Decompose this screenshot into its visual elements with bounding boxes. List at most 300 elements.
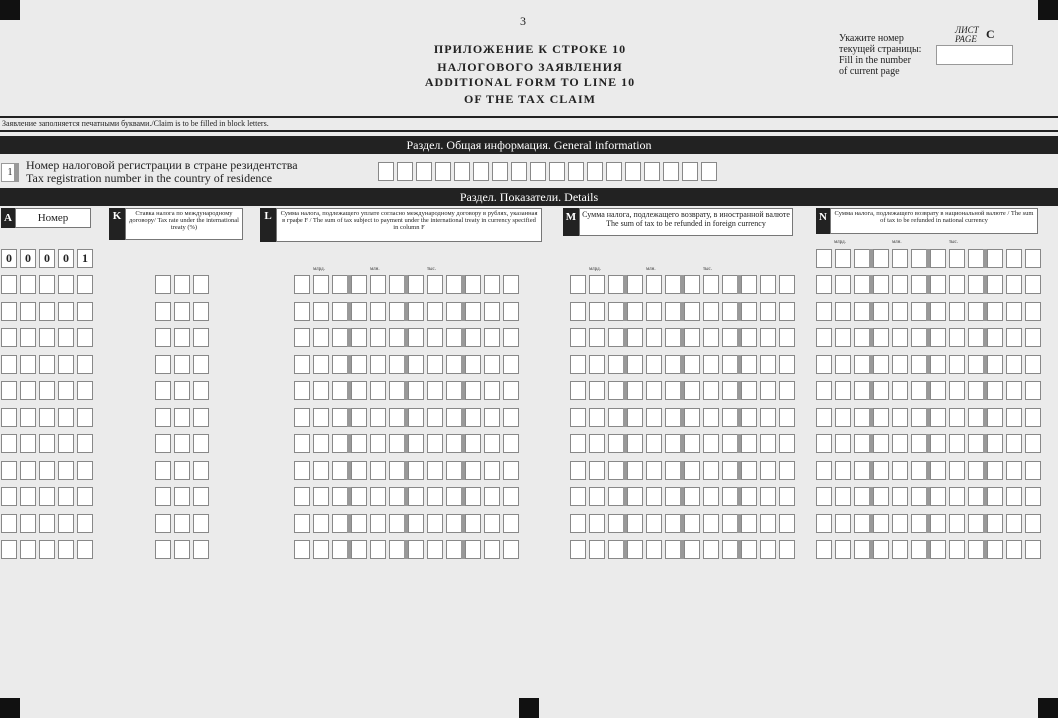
column-m-digit-cell[interactable]: [703, 408, 719, 427]
column-n-digit-cell[interactable]: [873, 434, 889, 453]
column-l-digit-cell[interactable]: [313, 408, 329, 427]
column-n-digit-cell[interactable]: [854, 355, 870, 374]
column-n-digit-cell[interactable]: [930, 514, 946, 533]
column-n-digit-cell[interactable]: [1025, 249, 1041, 268]
column-l-digit-cell[interactable]: [351, 275, 367, 294]
column-m-digit-cell[interactable]: [589, 408, 605, 427]
column-m-digit-cell[interactable]: [722, 355, 738, 374]
column-l-digit-cell[interactable]: [503, 328, 519, 347]
column-n-digit-cell[interactable]: [873, 328, 889, 347]
row-number-cell[interactable]: [1, 381, 17, 400]
column-l-digit-cell[interactable]: [351, 461, 367, 480]
row-number-digit[interactable]: 0: [1, 249, 17, 268]
row-number-digit[interactable]: 1: [77, 249, 93, 268]
column-n-digit-cell[interactable]: [835, 275, 851, 294]
column-l-digit-cell[interactable]: [389, 328, 405, 347]
column-m-digit-cell[interactable]: [703, 434, 719, 453]
column-l-digit-cell[interactable]: [313, 355, 329, 374]
column-m-digit-cell[interactable]: [608, 355, 624, 374]
column-n-digit-cell[interactable]: [968, 302, 984, 321]
column-m-digit-cell[interactable]: [779, 408, 795, 427]
column-l-digit-cell[interactable]: [408, 540, 424, 559]
column-m-digit-cell[interactable]: [684, 381, 700, 400]
column-n-digit-cell[interactable]: [816, 328, 832, 347]
row-number-cell[interactable]: [77, 461, 93, 480]
column-k-digit-cell[interactable]: [155, 328, 171, 347]
column-m-digit-cell[interactable]: [684, 461, 700, 480]
column-l-digit-cell[interactable]: [484, 381, 500, 400]
column-l-digit-cell[interactable]: [313, 540, 329, 559]
column-m-digit-cell[interactable]: [722, 487, 738, 506]
column-n-digit-cell[interactable]: [968, 381, 984, 400]
column-m-digit-cell[interactable]: [760, 540, 776, 559]
column-n-digit-cell[interactable]: [892, 249, 908, 268]
column-m-digit-cell[interactable]: [741, 514, 757, 533]
column-n-digit-cell[interactable]: [911, 355, 927, 374]
column-n-digit-cell[interactable]: [968, 249, 984, 268]
column-l-digit-cell[interactable]: [294, 461, 310, 480]
column-m-digit-cell[interactable]: [760, 408, 776, 427]
row-number-cell[interactable]: [58, 461, 74, 480]
tax-reg-digit-cell[interactable]: [549, 162, 565, 181]
tax-reg-digit-cell[interactable]: [587, 162, 603, 181]
column-k-digit-cell[interactable]: [193, 381, 209, 400]
column-n-digit-cell[interactable]: [968, 461, 984, 480]
column-k-digit-cell[interactable]: [174, 381, 190, 400]
column-k-digit-cell[interactable]: [174, 461, 190, 480]
column-m-digit-cell[interactable]: [703, 381, 719, 400]
column-l-digit-cell[interactable]: [465, 275, 481, 294]
column-l-digit-cell[interactable]: [446, 355, 462, 374]
column-n-digit-cell[interactable]: [1025, 461, 1041, 480]
column-n-digit-cell[interactable]: [930, 275, 946, 294]
tax-reg-digit-cell[interactable]: [378, 162, 394, 181]
column-l-digit-cell[interactable]: [294, 328, 310, 347]
column-l-digit-cell[interactable]: [313, 275, 329, 294]
column-k-digit-cell[interactable]: [174, 408, 190, 427]
column-n-digit-cell[interactable]: [911, 275, 927, 294]
column-n-digit-cell[interactable]: [1006, 328, 1022, 347]
column-l-digit-cell[interactable]: [427, 514, 443, 533]
row-number-cell[interactable]: [77, 275, 93, 294]
column-m-digit-cell[interactable]: [722, 408, 738, 427]
column-l-digit-cell[interactable]: [484, 328, 500, 347]
column-n-digit-cell[interactable]: [892, 381, 908, 400]
column-m-digit-cell[interactable]: [589, 514, 605, 533]
tax-reg-digit-cell[interactable]: [701, 162, 717, 181]
column-l-digit-cell[interactable]: [370, 408, 386, 427]
column-n-digit-cell[interactable]: [873, 355, 889, 374]
column-m-digit-cell[interactable]: [665, 408, 681, 427]
column-l-digit-cell[interactable]: [446, 302, 462, 321]
column-l-digit-cell[interactable]: [408, 355, 424, 374]
column-l-digit-cell[interactable]: [351, 328, 367, 347]
column-m-digit-cell[interactable]: [608, 408, 624, 427]
column-l-digit-cell[interactable]: [465, 328, 481, 347]
column-k-digit-cell[interactable]: [193, 434, 209, 453]
column-k-digit-cell[interactable]: [193, 275, 209, 294]
column-l-digit-cell[interactable]: [370, 381, 386, 400]
column-l-digit-cell[interactable]: [351, 434, 367, 453]
column-l-digit-cell[interactable]: [503, 275, 519, 294]
column-l-digit-cell[interactable]: [503, 302, 519, 321]
column-l-digit-cell[interactable]: [351, 487, 367, 506]
column-m-digit-cell[interactable]: [608, 302, 624, 321]
tax-reg-digit-cell[interactable]: [682, 162, 698, 181]
column-l-digit-cell[interactable]: [332, 487, 348, 506]
column-m-digit-cell[interactable]: [608, 275, 624, 294]
column-l-digit-cell[interactable]: [503, 381, 519, 400]
column-m-digit-cell[interactable]: [760, 381, 776, 400]
column-m-digit-cell[interactable]: [741, 461, 757, 480]
row-number-cell[interactable]: [77, 540, 93, 559]
column-n-digit-cell[interactable]: [816, 249, 832, 268]
column-n-digit-cell[interactable]: [835, 249, 851, 268]
column-n-digit-cell[interactable]: [1006, 540, 1022, 559]
column-l-digit-cell[interactable]: [465, 408, 481, 427]
column-n-digit-cell[interactable]: [835, 514, 851, 533]
column-n-digit-cell[interactable]: [1025, 328, 1041, 347]
column-l-digit-cell[interactable]: [332, 434, 348, 453]
column-n-digit-cell[interactable]: [1025, 540, 1041, 559]
column-n-digit-cell[interactable]: [949, 514, 965, 533]
column-m-digit-cell[interactable]: [760, 302, 776, 321]
column-m-digit-cell[interactable]: [779, 328, 795, 347]
row-number-cell[interactable]: [58, 275, 74, 294]
tax-reg-digit-cell[interactable]: [492, 162, 508, 181]
column-n-digit-cell[interactable]: [873, 514, 889, 533]
column-k-digit-cell[interactable]: [193, 461, 209, 480]
row-number-cell[interactable]: [58, 408, 74, 427]
column-m-digit-cell[interactable]: [779, 302, 795, 321]
column-l-digit-cell[interactable]: [389, 487, 405, 506]
column-k-digit-cell[interactable]: [155, 514, 171, 533]
column-l-digit-cell[interactable]: [332, 381, 348, 400]
column-n-digit-cell[interactable]: [835, 487, 851, 506]
column-m-digit-cell[interactable]: [627, 514, 643, 533]
column-n-digit-cell[interactable]: [816, 381, 832, 400]
column-l-digit-cell[interactable]: [408, 328, 424, 347]
column-l-digit-cell[interactable]: [332, 514, 348, 533]
column-l-digit-cell[interactable]: [427, 408, 443, 427]
column-m-digit-cell[interactable]: [722, 434, 738, 453]
column-m-digit-cell[interactable]: [741, 381, 757, 400]
column-l-digit-cell[interactable]: [313, 487, 329, 506]
column-m-digit-cell[interactable]: [570, 408, 586, 427]
column-m-digit-cell[interactable]: [741, 355, 757, 374]
column-n-digit-cell[interactable]: [835, 381, 851, 400]
column-l-digit-cell[interactable]: [427, 487, 443, 506]
column-n-digit-cell[interactable]: [930, 461, 946, 480]
column-n-digit-cell[interactable]: [854, 461, 870, 480]
column-m-digit-cell[interactable]: [779, 487, 795, 506]
column-n-digit-cell[interactable]: [892, 434, 908, 453]
column-l-digit-cell[interactable]: [484, 487, 500, 506]
column-l-digit-cell[interactable]: [484, 302, 500, 321]
row-number-cell[interactable]: [77, 434, 93, 453]
column-n-digit-cell[interactable]: [987, 249, 1003, 268]
column-n-digit-cell[interactable]: [892, 328, 908, 347]
column-l-digit-cell[interactable]: [389, 514, 405, 533]
column-n-digit-cell[interactable]: [854, 302, 870, 321]
column-m-digit-cell[interactable]: [684, 302, 700, 321]
column-l-digit-cell[interactable]: [446, 275, 462, 294]
column-k-digit-cell[interactable]: [193, 540, 209, 559]
tax-reg-digit-cell[interactable]: [530, 162, 546, 181]
column-n-digit-cell[interactable]: [987, 355, 1003, 374]
row-number-cell[interactable]: [39, 328, 55, 347]
column-n-digit-cell[interactable]: [873, 487, 889, 506]
column-l-digit-cell[interactable]: [332, 275, 348, 294]
column-l-digit-cell[interactable]: [446, 514, 462, 533]
column-m-digit-cell[interactable]: [760, 275, 776, 294]
column-l-digit-cell[interactable]: [503, 540, 519, 559]
column-m-digit-cell[interactable]: [703, 540, 719, 559]
column-n-digit-cell[interactable]: [911, 434, 927, 453]
column-n-digit-cell[interactable]: [949, 540, 965, 559]
column-m-digit-cell[interactable]: [665, 540, 681, 559]
row-number-cell[interactable]: [39, 487, 55, 506]
column-m-digit-cell[interactable]: [684, 540, 700, 559]
column-m-digit-cell[interactable]: [684, 434, 700, 453]
column-n-digit-cell[interactable]: [835, 302, 851, 321]
column-n-digit-cell[interactable]: [1006, 381, 1022, 400]
column-l-digit-cell[interactable]: [389, 408, 405, 427]
column-l-digit-cell[interactable]: [408, 514, 424, 533]
column-m-digit-cell[interactable]: [570, 487, 586, 506]
column-m-digit-cell[interactable]: [760, 514, 776, 533]
column-m-digit-cell[interactable]: [684, 328, 700, 347]
column-n-digit-cell[interactable]: [892, 408, 908, 427]
column-n-digit-cell[interactable]: [949, 355, 965, 374]
column-n-digit-cell[interactable]: [930, 540, 946, 559]
column-l-digit-cell[interactable]: [408, 408, 424, 427]
column-k-digit-cell[interactable]: [193, 487, 209, 506]
row-number-cell[interactable]: [58, 381, 74, 400]
column-n-digit-cell[interactable]: [930, 381, 946, 400]
column-n-digit-cell[interactable]: [816, 514, 832, 533]
column-l-digit-cell[interactable]: [294, 302, 310, 321]
column-m-digit-cell[interactable]: [703, 487, 719, 506]
column-m-digit-cell[interactable]: [589, 540, 605, 559]
column-m-digit-cell[interactable]: [779, 514, 795, 533]
column-n-digit-cell[interactable]: [1006, 487, 1022, 506]
column-n-digit-cell[interactable]: [911, 514, 927, 533]
column-l-digit-cell[interactable]: [503, 461, 519, 480]
column-k-digit-cell[interactable]: [193, 408, 209, 427]
column-l-digit-cell[interactable]: [389, 355, 405, 374]
column-m-digit-cell[interactable]: [589, 328, 605, 347]
column-l-digit-cell[interactable]: [408, 434, 424, 453]
column-m-digit-cell[interactable]: [703, 355, 719, 374]
column-n-digit-cell[interactable]: [816, 461, 832, 480]
column-l-digit-cell[interactable]: [503, 355, 519, 374]
row-number-cell[interactable]: [20, 381, 36, 400]
column-m-digit-cell[interactable]: [570, 275, 586, 294]
column-n-digit-cell[interactable]: [1006, 302, 1022, 321]
column-m-digit-cell[interactable]: [722, 381, 738, 400]
tax-reg-digit-cell[interactable]: [644, 162, 660, 181]
column-l-digit-cell[interactable]: [332, 461, 348, 480]
column-k-digit-cell[interactable]: [155, 355, 171, 374]
column-l-digit-cell[interactable]: [313, 461, 329, 480]
tax-reg-digit-cell[interactable]: [473, 162, 489, 181]
column-l-digit-cell[interactable]: [294, 540, 310, 559]
column-l-digit-cell[interactable]: [351, 381, 367, 400]
column-m-digit-cell[interactable]: [722, 302, 738, 321]
column-m-digit-cell[interactable]: [741, 328, 757, 347]
row-number-cell[interactable]: [77, 302, 93, 321]
column-l-digit-cell[interactable]: [313, 328, 329, 347]
column-n-digit-cell[interactable]: [835, 434, 851, 453]
row-number-cell[interactable]: [20, 434, 36, 453]
column-n-digit-cell[interactable]: [854, 275, 870, 294]
column-m-digit-cell[interactable]: [646, 408, 662, 427]
column-l-digit-cell[interactable]: [427, 434, 443, 453]
row-number-cell[interactable]: [1, 328, 17, 347]
column-m-digit-cell[interactable]: [627, 434, 643, 453]
column-n-digit-cell[interactable]: [1006, 355, 1022, 374]
column-m-digit-cell[interactable]: [665, 302, 681, 321]
column-l-digit-cell[interactable]: [427, 328, 443, 347]
row-number-cell[interactable]: [58, 434, 74, 453]
row-number-cell[interactable]: [39, 408, 55, 427]
row-number-cell[interactable]: [58, 355, 74, 374]
row-number-cell[interactable]: [20, 408, 36, 427]
column-n-digit-cell[interactable]: [930, 355, 946, 374]
column-m-digit-cell[interactable]: [589, 434, 605, 453]
column-n-digit-cell[interactable]: [854, 514, 870, 533]
column-l-digit-cell[interactable]: [427, 381, 443, 400]
column-k-digit-cell[interactable]: [174, 302, 190, 321]
row-number-cell[interactable]: [58, 328, 74, 347]
column-m-digit-cell[interactable]: [665, 381, 681, 400]
column-k-digit-cell[interactable]: [155, 275, 171, 294]
column-n-digit-cell[interactable]: [873, 275, 889, 294]
column-l-digit-cell[interactable]: [465, 434, 481, 453]
column-l-digit-cell[interactable]: [294, 381, 310, 400]
column-l-digit-cell[interactable]: [294, 487, 310, 506]
column-l-digit-cell[interactable]: [332, 328, 348, 347]
column-n-digit-cell[interactable]: [968, 408, 984, 427]
column-n-digit-cell[interactable]: [892, 355, 908, 374]
row-number-cell[interactable]: [58, 302, 74, 321]
column-n-digit-cell[interactable]: [835, 461, 851, 480]
column-m-digit-cell[interactable]: [608, 328, 624, 347]
column-n-digit-cell[interactable]: [892, 514, 908, 533]
row-number-cell[interactable]: [1, 461, 17, 480]
row-number-cell[interactable]: [20, 514, 36, 533]
row-number-cell[interactable]: [1, 434, 17, 453]
column-n-digit-cell[interactable]: [1006, 434, 1022, 453]
column-n-digit-cell[interactable]: [930, 434, 946, 453]
tax-reg-digit-cell[interactable]: [625, 162, 641, 181]
column-m-digit-cell[interactable]: [646, 328, 662, 347]
column-m-digit-cell[interactable]: [779, 381, 795, 400]
column-l-digit-cell[interactable]: [313, 381, 329, 400]
column-l-digit-cell[interactable]: [465, 355, 481, 374]
column-n-digit-cell[interactable]: [816, 540, 832, 559]
column-l-digit-cell[interactable]: [370, 275, 386, 294]
column-n-digit-cell[interactable]: [1025, 514, 1041, 533]
column-m-digit-cell[interactable]: [684, 408, 700, 427]
column-l-digit-cell[interactable]: [294, 514, 310, 533]
column-m-digit-cell[interactable]: [627, 487, 643, 506]
row-number-cell[interactable]: [77, 487, 93, 506]
row-number-digit[interactable]: 0: [39, 249, 55, 268]
column-m-digit-cell[interactable]: [665, 434, 681, 453]
column-n-digit-cell[interactable]: [911, 540, 927, 559]
tax-reg-digit-cell[interactable]: [454, 162, 470, 181]
column-l-digit-cell[interactable]: [484, 434, 500, 453]
column-m-digit-cell[interactable]: [608, 514, 624, 533]
column-m-digit-cell[interactable]: [665, 461, 681, 480]
column-l-digit-cell[interactable]: [389, 434, 405, 453]
column-m-digit-cell[interactable]: [608, 381, 624, 400]
row-number-cell[interactable]: [39, 540, 55, 559]
row-number-cell[interactable]: [77, 408, 93, 427]
column-m-digit-cell[interactable]: [760, 328, 776, 347]
column-n-digit-cell[interactable]: [987, 275, 1003, 294]
column-k-digit-cell[interactable]: [193, 355, 209, 374]
tax-reg-digit-cell[interactable]: [663, 162, 679, 181]
column-m-digit-cell[interactable]: [665, 355, 681, 374]
column-l-digit-cell[interactable]: [446, 328, 462, 347]
row-number-cell[interactable]: [39, 355, 55, 374]
row-number-cell[interactable]: [77, 381, 93, 400]
column-l-digit-cell[interactable]: [351, 408, 367, 427]
column-k-digit-cell[interactable]: [155, 408, 171, 427]
row-number-cell[interactable]: [77, 355, 93, 374]
column-l-digit-cell[interactable]: [389, 381, 405, 400]
row-number-cell[interactable]: [58, 487, 74, 506]
column-m-digit-cell[interactable]: [703, 302, 719, 321]
column-n-digit-cell[interactable]: [1025, 275, 1041, 294]
column-m-digit-cell[interactable]: [608, 461, 624, 480]
row-number-cell[interactable]: [20, 275, 36, 294]
column-k-digit-cell[interactable]: [174, 355, 190, 374]
column-n-digit-cell[interactable]: [987, 434, 1003, 453]
column-n-digit-cell[interactable]: [949, 434, 965, 453]
column-l-digit-cell[interactable]: [484, 514, 500, 533]
column-m-digit-cell[interactable]: [703, 514, 719, 533]
column-m-digit-cell[interactable]: [703, 275, 719, 294]
column-l-digit-cell[interactable]: [446, 461, 462, 480]
page-number-input[interactable]: [936, 45, 1013, 65]
column-m-digit-cell[interactable]: [627, 461, 643, 480]
column-n-digit-cell[interactable]: [854, 381, 870, 400]
column-l-digit-cell[interactable]: [332, 355, 348, 374]
column-l-digit-cell[interactable]: [484, 355, 500, 374]
column-n-digit-cell[interactable]: [968, 514, 984, 533]
column-n-digit-cell[interactable]: [911, 487, 927, 506]
column-n-digit-cell[interactable]: [968, 275, 984, 294]
column-l-digit-cell[interactable]: [408, 461, 424, 480]
column-l-digit-cell[interactable]: [351, 514, 367, 533]
column-l-digit-cell[interactable]: [370, 540, 386, 559]
column-n-digit-cell[interactable]: [911, 408, 927, 427]
column-l-digit-cell[interactable]: [446, 487, 462, 506]
column-l-digit-cell[interactable]: [294, 408, 310, 427]
column-n-digit-cell[interactable]: [987, 381, 1003, 400]
column-m-digit-cell[interactable]: [570, 381, 586, 400]
column-k-digit-cell[interactable]: [174, 540, 190, 559]
column-m-digit-cell[interactable]: [665, 275, 681, 294]
row-number-cell[interactable]: [20, 302, 36, 321]
column-k-digit-cell[interactable]: [155, 540, 171, 559]
column-n-digit-cell[interactable]: [949, 381, 965, 400]
column-l-digit-cell[interactable]: [503, 434, 519, 453]
